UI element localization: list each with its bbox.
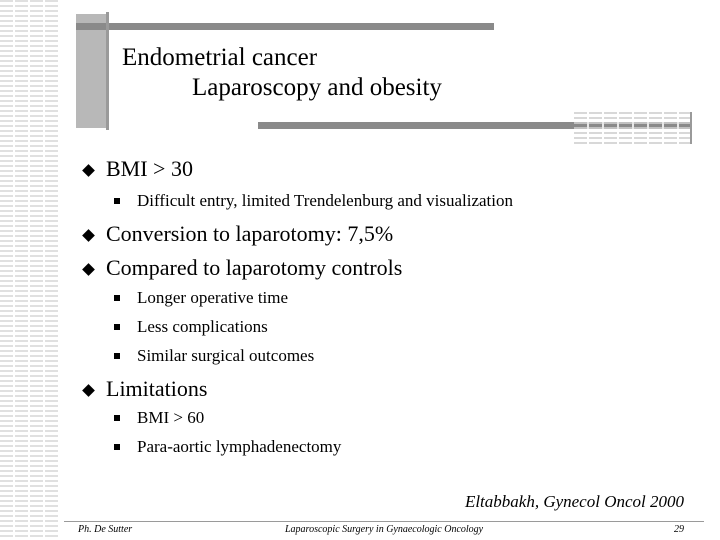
- sub-bullet-text: Difficult entry, limited Trendelenburg and visualization: [137, 191, 513, 210]
- square-bullet-icon: [114, 444, 120, 450]
- bullet-text: Compared to laparotomy controls: [106, 255, 403, 280]
- citation: Eltabbakh, Gynecol Oncol 2000: [464, 492, 684, 511]
- decorative-grid-strip: [0, 0, 60, 540]
- sub-bullet-text: Para-aortic lymphadenectomy: [137, 437, 342, 456]
- sub-bullet-text: Similar surgical outcomes: [137, 346, 315, 365]
- diamond-bullet-icon: [82, 164, 95, 177]
- sub-bullet-text: BMI > 60: [137, 408, 205, 427]
- title-top-bar: [76, 23, 494, 30]
- diamond-bullet-icon: [82, 229, 95, 242]
- square-bullet-icon: [114, 353, 120, 359]
- sub-bullet-text: Longer operative time: [137, 288, 289, 307]
- bullet-text: Conversion to laparotomy: 7,5%: [106, 221, 394, 246]
- title-right-line: [690, 112, 692, 144]
- diamond-bullet-icon: [82, 263, 95, 276]
- title-decoration-block: [76, 14, 108, 128]
- square-bullet-icon: [114, 324, 120, 330]
- footer-course: Laparoscopic Surgery in Gynaecologic Oncology: [285, 524, 484, 535]
- square-bullet-icon: [114, 415, 120, 421]
- slide-subtitle: Laparoscopy and obesity: [192, 74, 442, 101]
- bullet-text: BMI > 30: [106, 156, 193, 181]
- footer-page-number: 29: [674, 524, 684, 535]
- bullet-text: Limitations: [106, 376, 208, 401]
- slide-title: Endometrial cancer: [122, 44, 318, 71]
- sub-bullet-text: Less complications: [137, 317, 268, 336]
- title-vertical-line: [106, 12, 109, 130]
- diamond-bullet-icon: [82, 384, 95, 397]
- square-bullet-icon: [114, 295, 120, 301]
- square-bullet-icon: [114, 198, 120, 204]
- footer-author: Ph. De Sutter: [78, 524, 133, 535]
- footer-divider: [64, 521, 704, 522]
- title-grid-decoration: [574, 112, 692, 144]
